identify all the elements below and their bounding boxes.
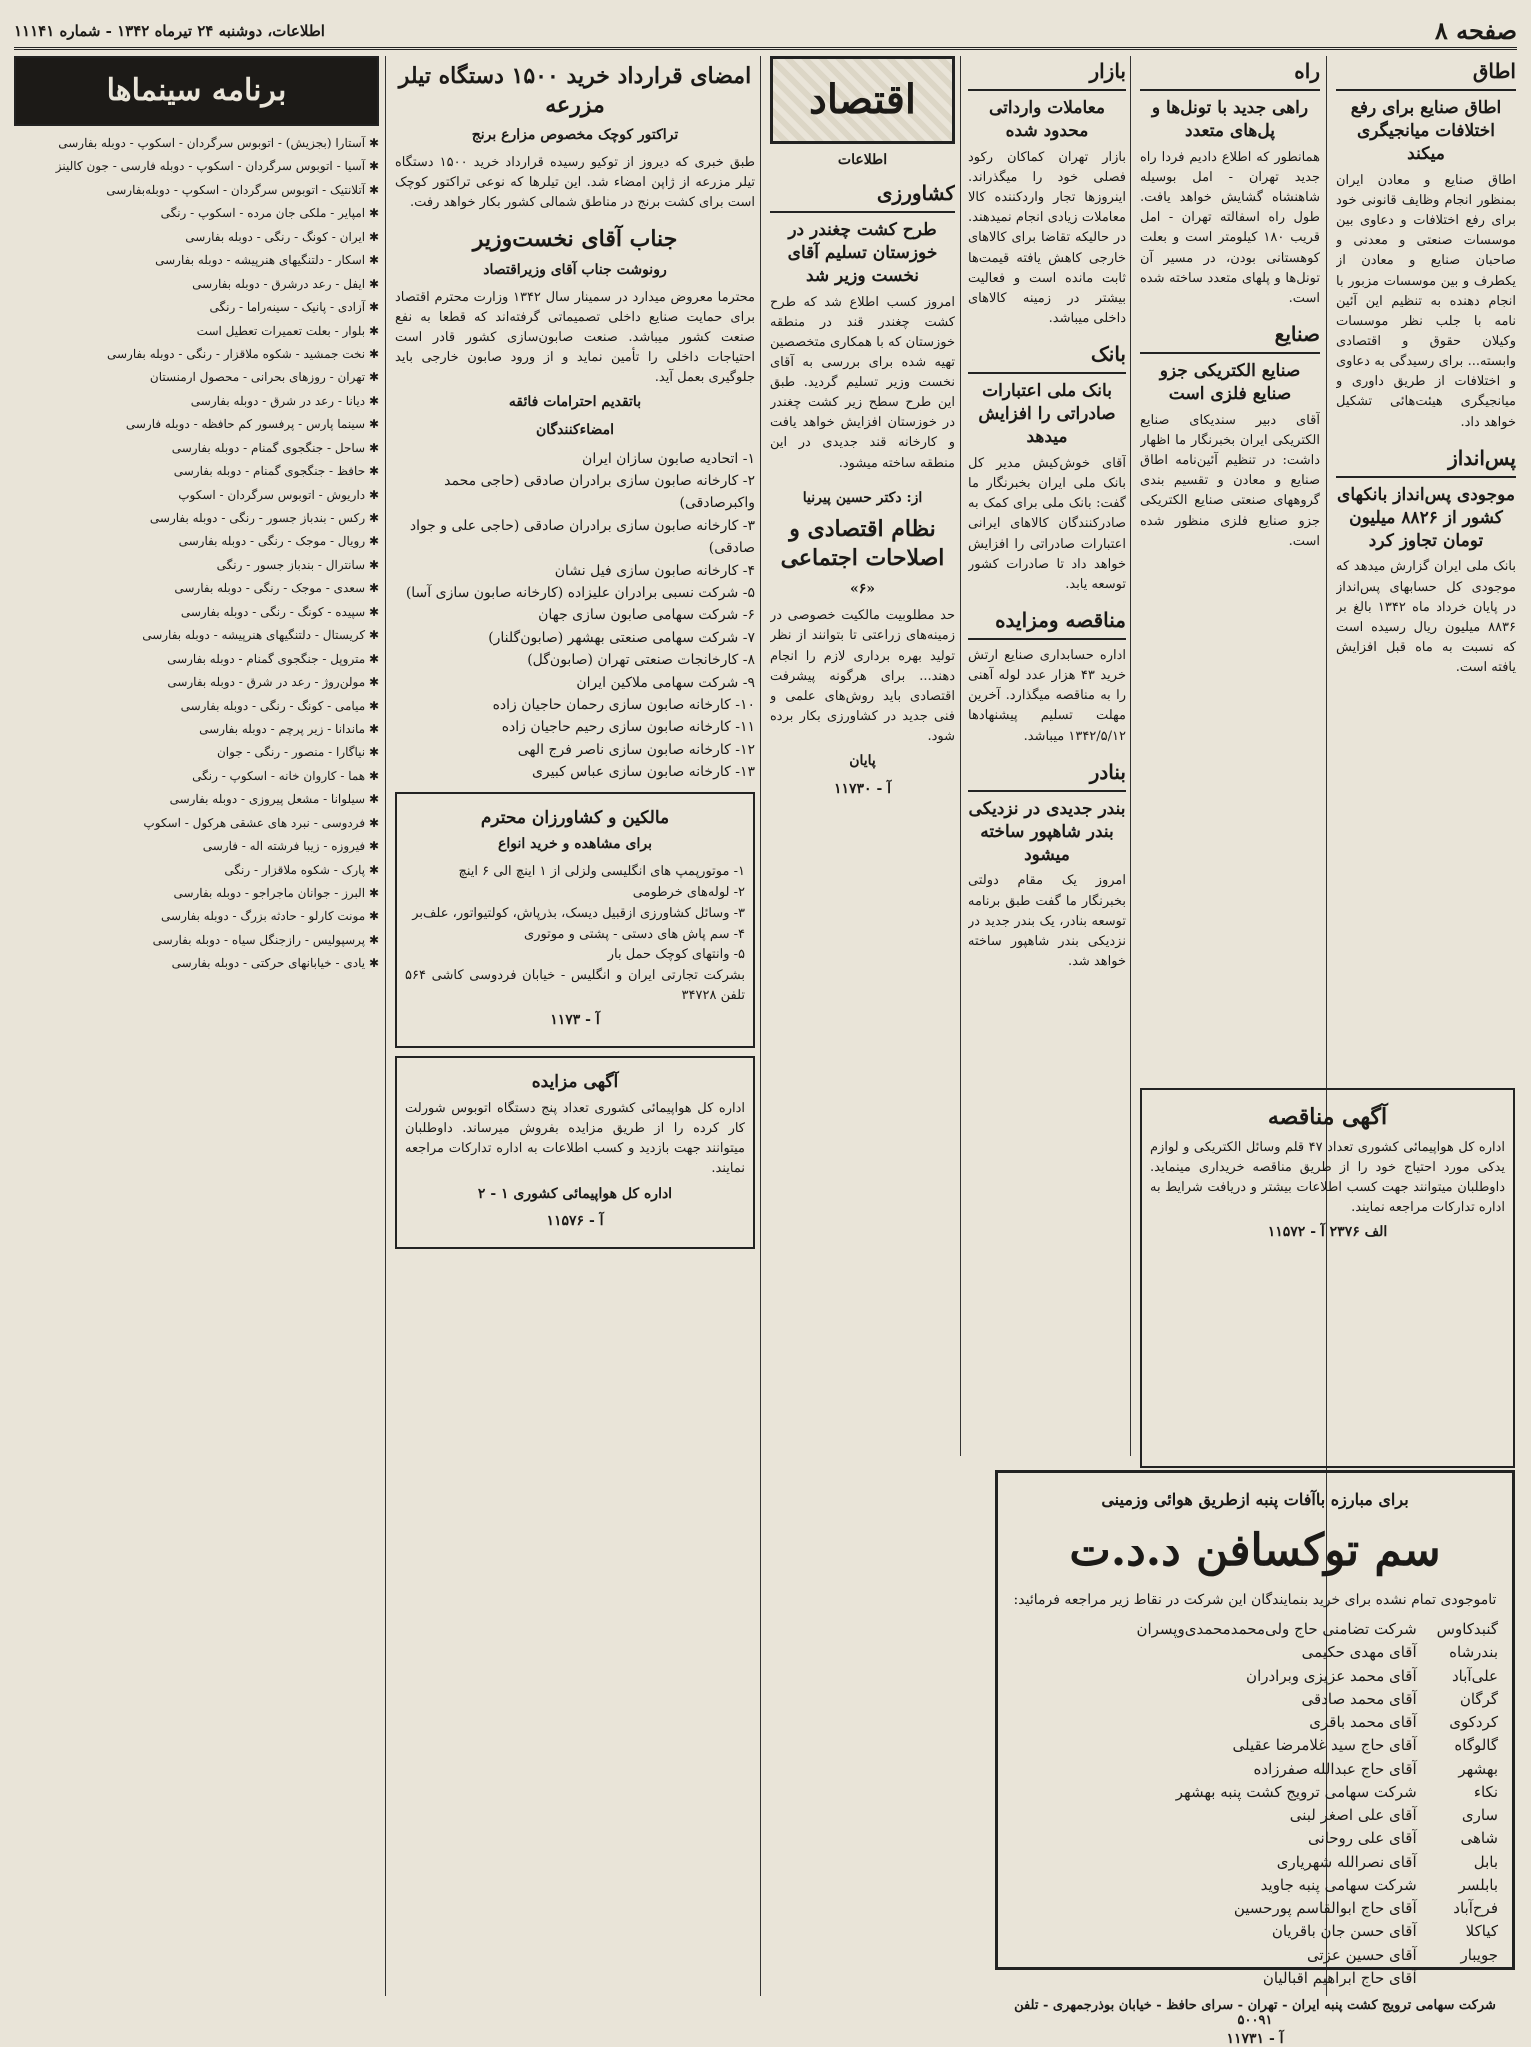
headline: صنایع الکتریکی جزو صنایع فلزی است [1159, 361, 1301, 404]
cinema-listing: ✱ سیلوانا - مشعل پیروزی - دوبله بفارسی [14, 790, 379, 809]
agent-name: آقای علی روحانی [1308, 1829, 1417, 1848]
cinema-listing: ✱ سانترال - بندباز جسور - رنگی [14, 556, 379, 575]
section-tab: بانک [968, 339, 1126, 374]
signer: ۸- کارخانجات صنعتی تهران (صابون‌گل) [527, 652, 755, 669]
article-body: همانطور که اطلاع دادیم فردا راه جدید تهران - امل بوسیله شاهنشاه گشایش خواهد یافت. طول راه اسفالته تهران - امل قریب ۱۸۰ کیلومتر است و بعلت کوهستانی بودن، در مسیر آن تونل‌ها و پلهای متعدد ساخته شده است. [1140, 149, 1320, 306]
cinema-listing: ✱ آتلانتیک - اتوبوس سرگردان - اسکوپ - دوبله‌بفارسی [14, 181, 379, 200]
column-tractor [395, 56, 755, 1986]
cinema-listing: ✱ سینما پارس - پرفسور کم حافظه - دوبله فارسی [14, 415, 379, 434]
ad-items [405, 862, 745, 966]
cinema-listing: ✱ رویال - موجک - رنگی - دوبله بفارسی [14, 532, 379, 551]
ad-item: ۴- سم پاش های دستی - پشتی و موتوری [524, 926, 745, 942]
signer: ۷- شرکت سهامی صنعتی بهشهر (صابون‌گلنار) [488, 629, 755, 646]
cinema-listing: ✱ آزادی - پانیک - سینه‌راما - رنگی [14, 298, 379, 317]
cinema-listing: ✱ آسیا - اتوبوس سرگردان - اسکوپ - دوبله فارسی - جون کالینز [14, 157, 379, 176]
agent-name: آقای نصرالله شهریاری [1276, 1852, 1417, 1871]
cinema-listing: ✱ سپیده - کونگ - رنگی - دوبله بفارسی [14, 603, 379, 622]
agent-table [1012, 1618, 1498, 1990]
cinema-banner [14, 56, 379, 126]
toxaphene-ad [995, 1470, 1515, 2047]
cinema-listing: ✱ امپایر - ملکی جان مرده - اسکوپ - رنگی [14, 204, 379, 223]
tender-body: اداره کل هواپیمائی کشوری تعداد ۴۷ قلم وسائل الکتریکی و لوازم یدکی مورد احتیاج خود را از طریق مناقصه خریداری مینماید. داوطلبان میتوانند جهت کسب اطلاعات بیشتر و دریافت شرایط به اداره تدارکات مراجعه نمایند. [1150, 1139, 1505, 1216]
headline: طرح کشت چغندر در خوزستان تسلیم آقای نخست وزیر شد [787, 219, 938, 286]
cinema-listing: ✱ هما - کاروان خانه - اسکوپ - رنگی [14, 767, 379, 786]
end-mark: پایان [849, 753, 876, 770]
ad-code: آ - ۱۱۷۳ [550, 1012, 600, 1029]
agent-name: آقای حاج سید غلامرضا عقیلی [1232, 1736, 1417, 1755]
agent-name: آقای حاج ابوالقاسم پورحسین [1233, 1899, 1417, 1917]
cinema-listing: ✱ ماندانا - زیر پرچم - دوبله بفارسی [14, 720, 379, 739]
cinema-listing: ✱ سعدی - موجک - رنگی - دوبله بفارسی [14, 579, 379, 598]
ad-sub: برای مشاهده و خرید انواع [498, 836, 652, 853]
cinema-list [14, 134, 379, 974]
signers-list [395, 448, 755, 784]
article-body: بازار تهران کماکان رکود فصلی خود را میگذراند. اینروزها تجار واردکننده کالا معاملات زیادی انجام نمیدهند. در حالیکه تقاضا برای کالاهای خارجی کاهش یافته قیمت‌ها ثابت مانده است و فعالیت بیشتر در زمینه کالاهای داخلی میباشد. [968, 149, 1126, 326]
farmers-ad [395, 792, 755, 1049]
economy-logo-small: اطلاعات [837, 152, 888, 168]
agent-city: کردکوی [1449, 1713, 1498, 1731]
ad-title: مالکین و کشاورزان محترم [480, 807, 670, 828]
cinema-listing: ✱ فردوسی - نبرد های عشقی هرکول - اسکوپ [14, 814, 379, 833]
ad-footer: شرکت سهامی ترویج کشت پنبه ایران - تهران - سرای حافظ - خیابان بوذرجمهری - تلفن ۵۰۰۹۱ [1014, 1998, 1496, 2028]
signer: ۲- کارخانه صابون سازی برادران صادقی (حاجی محمد واکبرصادقی) [444, 473, 755, 512]
agent-city: گالوگاه [1454, 1736, 1498, 1755]
economy-logo [770, 56, 955, 144]
cinema-listing: ✱ مونت کارلو - حادثه بزرگ - دوبله بفارسی [14, 907, 379, 926]
agent-city: بابل [1473, 1852, 1498, 1871]
cinema-listing: ✱ فیروزه - زیبا فرشته اله - فارسی [14, 837, 379, 856]
column-rule [385, 56, 386, 1996]
auction-code-2: آ - ۱۱۵۷۶ [546, 1213, 604, 1230]
agent-city: جویبار [1460, 1945, 1498, 1964]
cinema-listing: ✱ ایفل - رعد درشرق - دوبله بفارسی [14, 275, 379, 294]
agent-city: ساری [1461, 1806, 1498, 1824]
masthead [14, 14, 1517, 50]
cinema-listing: ✱ بلوار - بعلت تعمیرات تعطیل است [14, 322, 379, 341]
article-body: بانک ملی ایران گزارش میدهد که موجودی کل حسابهای پس‌انداز در پایان خرداد ماه ۱۳۴۲ بالغ بر ۸۸۳۶ میلیون ریال رسیده است که نسبت به ماه قبل افزایش یافته است. [1336, 559, 1516, 676]
column-rule [760, 56, 761, 1996]
signer: ۶- شرکت سهامی صابون سازی جهان [538, 607, 755, 624]
agent-city: بهشهر [1458, 1759, 1498, 1778]
headline: موجودی پس‌انداز بانکهای کشور از ۸۸۲۶ میلیون تومان تجاوز کرد [1337, 484, 1515, 551]
ad-contact: بشرکت تجارتی ایران و انگلیس - خیابان فردوسی کاشی ۵۶۴ تلفن ۳۴۷۲۸ [405, 968, 745, 1004]
cinema-listing: ✱ مولن‌روژ - رعد در شرق - دوبله بفارسی [14, 673, 379, 692]
agent-name: آقای محمد صادقی [1301, 1689, 1417, 1708]
agent-name: آقای حاج ابراهیم اقبالیان [1262, 1968, 1417, 1987]
agent-name: آقای حاج عبدالله صفرزاده [1253, 1759, 1417, 1778]
section-tab: اطاق [1336, 56, 1516, 91]
signer: ۱۱- کارخانه صابون سازی رحیم حاجیان زاده [501, 719, 755, 736]
agent-name: آقای حسن جان باقریان [1271, 1922, 1417, 1941]
agent-name: شرکت سهامی ترویج کشت پنبه بهشهر [1175, 1782, 1417, 1801]
cinema-listing: ✱ ساحل - جنگجوی گمنام - دوبله بفارسی [14, 439, 379, 458]
column-eqtesad [770, 56, 955, 1986]
headline: اطاق صنایع برای رفع اختلافات میانجیگری میکند [1350, 98, 1502, 164]
subheadline: تراکتور کوچک مخصوص مزارع برنج [471, 127, 679, 144]
cinema-listing: ✱ تهران - روزهای بحرانی - محصول ارمنستان [14, 368, 379, 387]
ad-lead: تاموجودی تمام نشده برای خرید بنمایندگان این شرکت در نقاط زیر مراجعه فرمائید: [1013, 1592, 1497, 1608]
auction-body: اداره کل هواپیمائی کشوری تعداد پنج دستگاه اتوبوس شورلت کار کرده را از طریق مزایده بفروش میرساند. داوطلبان میتوانند جهت بازدید و کسب اطلاعات به اداره تدارکات مراجعه نمایند. [405, 1101, 745, 1177]
article-body: حد مطلوبیت مالکیت خصوصی در زمینه‌های زراعتی تا بتوانند از نظر تولید بهره برداری لازم را انجام دهند... برای هرگونه پیشرفت اقتصادی باید روش‌های علمی و فنی جدید در کشاورزی بکار برده شود. [770, 608, 955, 745]
ad-item: ۳- وسائل کشاورزی ازقبیل دیسک، بذرپاش، کولتیواتور، علف‌بر [412, 905, 745, 921]
ad-code: آ - ۱۱۷۳۱ [1226, 2031, 1284, 2047]
agent-name: شرکت تضامنی حاج ولی‌محمدمحمدی‌وپسران [1136, 1620, 1417, 1638]
letter-sub: رونوشت جناب آقای وزیراقتصاد [483, 261, 667, 278]
signer: ۳- کارخانه صابون سازی برادران صادقی (حاجی علی و جواد صادقی) [409, 517, 755, 557]
ad-item: ۱- موتورپمپ های انگلیسی ولزلی از ۱ اینچ الی ۶ اینچ [458, 864, 745, 880]
cinema-listing: ✱ نیاگارا - منصور - رنگی - جوان [14, 743, 379, 762]
letter-body: محترما معروض میدارد در سمینار سال ۱۳۴۲ وزارت محترم اقتصاد برای حمایت صنایع داخلی تصمیماتی گرفته‌اند که قطعا به نفع صنعت کشور میباشد. صنعت صابون‌سازی کشور قادر است احتیاجات داخلی را تأمین نماید و از ورود صابون خارجی باید جلوگیری بعمل آید. [395, 289, 755, 386]
agent-name: شرکت سهامی پنبه جاوید [1260, 1875, 1417, 1894]
page-number: صفحه ۸ [1434, 16, 1517, 45]
headline: معاملات وارداتی محدود شده [989, 98, 1105, 141]
tender-title: آگهی مناقصه [1267, 1104, 1388, 1130]
signer: ۵- شرکت نسبی برادران علیزاده (کارخانه صابون سازی آسا) [405, 585, 755, 601]
cinema-listing: ✱ رکس - بندباز جسور - رنگی - دوبله بفارسی [14, 509, 379, 528]
ad-brand: سم توکسافن د.د.ت [1069, 1525, 1441, 1576]
ad-item: ۵- وانتهای کوچک حمل بار [607, 947, 745, 963]
column-rule [960, 56, 961, 1456]
column-cinema [14, 56, 379, 1986]
section-tab: راه [1140, 56, 1320, 91]
issue-line: اطلاعات، دوشنبه ۲۴ تیرماه ۱۳۴۲ - شماره ۱۱۱۴۱ [14, 21, 325, 40]
section-tab: بنادر [968, 757, 1126, 792]
cinema-listing: ✱ نخت جمشید - شکوه ملاقزار - رنگی - دوبله بفارسی [14, 345, 379, 364]
cinema-listing: ✱ البرز - جوانان ماجراجو - دوبله بفارسی [14, 884, 379, 903]
signer: ۱۰- کارخانه صابون سازی رحمان حاجیان زاده [492, 696, 755, 713]
agent-list [1136, 1618, 1416, 1990]
agent-name: آقای محمد باقری [1309, 1713, 1417, 1731]
agent-city: علی‌آباد [1451, 1666, 1498, 1685]
economy-logo-text: اقتصاد [809, 76, 916, 123]
agent-city: فرح‌آباد [1453, 1899, 1498, 1917]
section-tab: صنایع [1140, 319, 1320, 354]
ad-intro: برای مبارزه باآفات پنبه ازطریق هوائی وزمینی [1101, 1490, 1409, 1509]
article-body: امروز کسب اطلاع شد که طرح کشت چغندر قند در منطقه خوزستان که با همکاری متخصصین تهیه شده برای بررسی به آقای نخست وزیر تسلیم گردید. طبق این طرح سطح زیر کشت چغندر در خوزستان افزایش خواهد یافت و کارخانه قند جدیدی در این منطقه ساخته میشود. [770, 294, 955, 471]
cinema-banner-text: برنامه سینماها [106, 72, 287, 108]
headline: راهی جدید با تونل‌ها و پل‌های متعدد [1151, 98, 1309, 141]
agent-city: شاهی [1460, 1829, 1498, 1848]
tender-notice [1140, 1088, 1515, 1468]
series-number: «۶» [849, 580, 876, 597]
auction-notice [395, 1056, 755, 1249]
letter-headline: جناب آقای نخست‌وزیر [472, 226, 678, 253]
article-body: اداره حسابداری صنایع ارتش خرید ۴۳ هزار عدد لوله آهنی را به مناقصه میگذارد. آخرین مهلت تسلیم پیشنهادها ۱۳۴۲/۵/۱۲ میباشد. [968, 647, 1126, 744]
cinema-listing: ✱ متروپل - جنگجوی گمنام - دوبله بفارسی [14, 650, 379, 669]
auction-code: اداره کل هواپیمائی کشوری ۱ - ۲ [477, 1185, 673, 1202]
signer: ۱- اتحادیه صابون سازان ایران [582, 450, 755, 467]
signers-title: امضاءکنندگان [535, 421, 615, 438]
agent-name: آقای حسین عزتی [1306, 1945, 1417, 1964]
section-tab: بازار [968, 56, 1126, 91]
agent-city: نکاء [1473, 1782, 1498, 1801]
agent-name: آقای علی اصغر لبنی [1289, 1806, 1417, 1824]
cinema-listing: ✱ میامی - کونگ - رنگی - دوبله بفارسی [14, 697, 379, 716]
section-tab: مناقصه ومزایده [968, 605, 1126, 640]
agent-city: بابلسر [1458, 1875, 1498, 1894]
cinema-listing: ✱ اسکار - دلتنگیهای هنرپیشه - دوبله بفارسی [14, 251, 379, 270]
section-tab: کشاورزی [770, 178, 955, 213]
cinema-listing: ✱ دیانا - رعد در شرق - دوبله بفارسی [14, 392, 379, 411]
cinema-listing: ✱ حافظ - جنگجوی گمنام - دوبله بفارسی [14, 462, 379, 481]
cinema-listing: ✱ یادی - خیابانهای حرکتی - دوبله بفارسی [14, 954, 379, 973]
agent-city: کیاکلا [1465, 1922, 1498, 1941]
headline: بانک ملی اعتبارات صادراتی را افزایش میدهد [978, 381, 1116, 448]
article-body: آقای خوش‌کیش مدیر کل بانک ملی ایران بخبرنگار ما گفت: بانک ملی برای کمک به صادرکنندگان کالاهای ایرانی اعتبارات صادراتی را افزایش خواهد داد تا صادرات کشور توسعه یابد. [968, 455, 1126, 592]
headline: بندر جدیدی در نزدیکی بندر شاهپور ساخته میشود [968, 798, 1126, 865]
agent-city: گنبدکاوس [1436, 1620, 1498, 1638]
city-list [1437, 1618, 1498, 1990]
cinema-listing: ✱ پارک - شکوه ملاقزار - رنگی [14, 861, 379, 880]
column-bazar [968, 56, 1126, 1456]
tender-code: الف ۲۳۷۶ آ - ۱۱۵۷۲ [1267, 1224, 1388, 1241]
cinema-listing: ✱ پرسپولیس - رازجنگل سیاه - دوبله بفارسی [14, 931, 379, 950]
cinema-listing: ✱ آستارا (بجزیش) - اتوبوس سرگردان - اسکوپ - دوبله بفارسی [14, 134, 379, 153]
signer: ۱۲- کارخانه صابون سازی ناصر فرج الهی [517, 741, 755, 758]
code-line: آ - ۱۱۷۳۰ [833, 781, 892, 797]
agent-name: آقای مهدی حکیمی [1301, 1643, 1417, 1662]
agent-name: آقای محمد عزیزی وبرادران [1246, 1666, 1417, 1685]
cinema-listing: ✱ داریوش - اتوبوس سرگردان - اسکوپ [14, 486, 379, 505]
article-body: امروز یک مقام دولتی بخبرنگار ما گفت طبق برنامه توسعه بنادر، یک بندر جدید در نزدیکی بندر شاهپور ساخته خواهد شد. [968, 873, 1126, 970]
cinema-listing: ✱ کریستال - دلتنگیهای هنرپیشه - دوبله بفارسی [14, 626, 379, 645]
author-line: از: دکتر حسین پیرنیا [802, 489, 923, 506]
series-title: نظام اقتصادی و اصلاحات اجتماعی [780, 516, 945, 572]
agent-city: بندرشاه [1449, 1643, 1498, 1662]
article-body: اطاق صنایع و معادن ایران بمنظور انجام وظایف قانونی خود برای رفع اختلافات و دعاوی بین موسسات صنعتی و معدنی و صاحبان صنایع و معادن از یکطرف و بین موسسات مزبور با انجام دهنده به تنظیم این آئین نامه با جلب نظر موسسات وکیلان حقوق و اقتصادی وابسته... برای رسیدگی به دعاوی و اختلافات از طریق داوری و میانجیگری هیئت‌هائی تشکیل خواهد داد. [1336, 172, 1516, 430]
ad-item: ۲- لوله‌های خرطومی [632, 884, 745, 900]
column-rule [1130, 56, 1131, 1456]
headline: امضای قرارداد خرید ۱۵۰۰ دستگاه تیلر مزرعه [398, 63, 752, 118]
cinema-listing: ✱ ایران - کونگ - رنگی - دوبله بفارسی [14, 228, 379, 247]
signer: ۴- کارخانه صابون سازی فیل نشان [554, 562, 755, 579]
letter-sign: باتقدیم احترامات فائقه [508, 394, 642, 411]
signer: ۹- شرکت سهامی ملاکین ایران [576, 674, 755, 691]
section-tab: پس‌انداز [1336, 443, 1516, 478]
auction-title: آگهی مزایده [531, 1072, 619, 1093]
article-body: آقای دبیر سندیکای صنایع الکتریکی ایران بخبرنگار ما اظهار داشت: در تنظیم آئین‌نامه اطاق صنایع و معادن و تقسیم بندی گروههای صنعتی صنایع الکتریکی جزو صنایع فلزی منظور شده است. [1140, 412, 1320, 549]
agent-city: گرگان [1459, 1689, 1498, 1708]
signer: ۱۳- کارخانه صابون سازی عباس کبیری [531, 764, 755, 781]
article-body: طبق خبری که دیروز از توکیو رسیده قرارداد خرید ۱۵۰۰ دستگاه تیلر مزرعه از ژاپن امضاء شد. این تیلرها که نوعی تراکتور کوچک است برای کشت برنج در مناطق شمالی کشور بکار خواهد رفت. [395, 154, 755, 211]
